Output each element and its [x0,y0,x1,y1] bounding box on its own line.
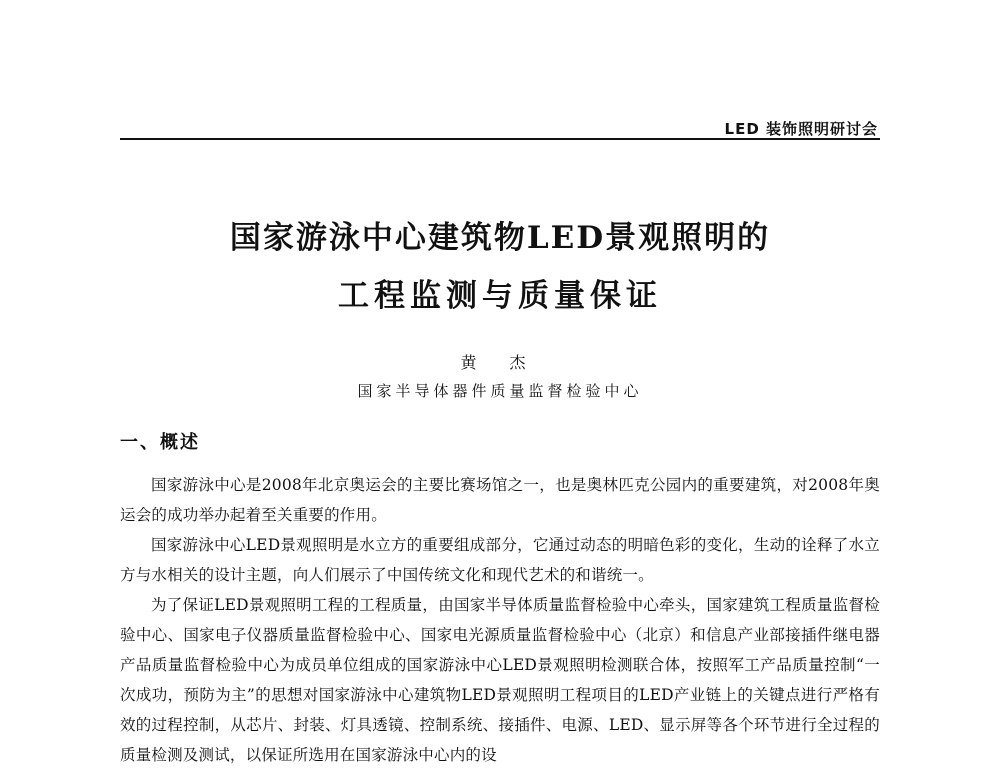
body-text [120,470,880,770]
article-title-line-2: 工程监测与质量保证 [338,278,662,314]
paragraph: 国家游泳中心是2008年北京奥运会的主要比赛场馆之一，也是奥林匹克公园内的重要建筑，对2008年奥运会的成功举办起着至关重要的作用。 [120,476,880,524]
running-header: LED 装饰照明研讨会 [724,120,878,138]
paragraph: 国家游泳中心LED景观照明是水立方的重要组成部分，它通过动态的明暗色彩的变化，生动的诠释了水立方与水相关的设计主题，向人们展示了中国传统文化和现代艺术的和谐统一。 [120,536,880,584]
header-rule [120,138,880,140]
section-heading: 一、概述 [120,432,200,453]
article-title-line-1: 国家游泳中心建筑物LED景观照明的 [229,220,771,256]
author-affiliation: 国家半导体器件质量监督检验中心 [357,382,643,400]
author-name: 黄 杰 [460,353,540,372]
paragraph: 为了保证LED景观照明工程的工程质量，由国家半导体质量监督检验中心牵头，国家建筑工程质量监督检验中心、国家电子仪器质量监督检验中心、国家电光源质量监督检验中心（北京）和信息产业部接插件继电器产品质量监督检验中心为成员单位组成的国家游泳中心LED景观照明检测联合体，按照军工产品质量控制“一次成功，预防为主”的思想对国家游泳中心建筑物LED景观照明工程项目的LED产业链上的关键点进行严格有效的过程控制，从芯片、封装、灯具透镜、控制系统、接插件、电源、LED、显示屏等各个环节进行全过程的质量检测及测试，以保证所选用在国家游泳中心内的设 [120,596,880,764]
